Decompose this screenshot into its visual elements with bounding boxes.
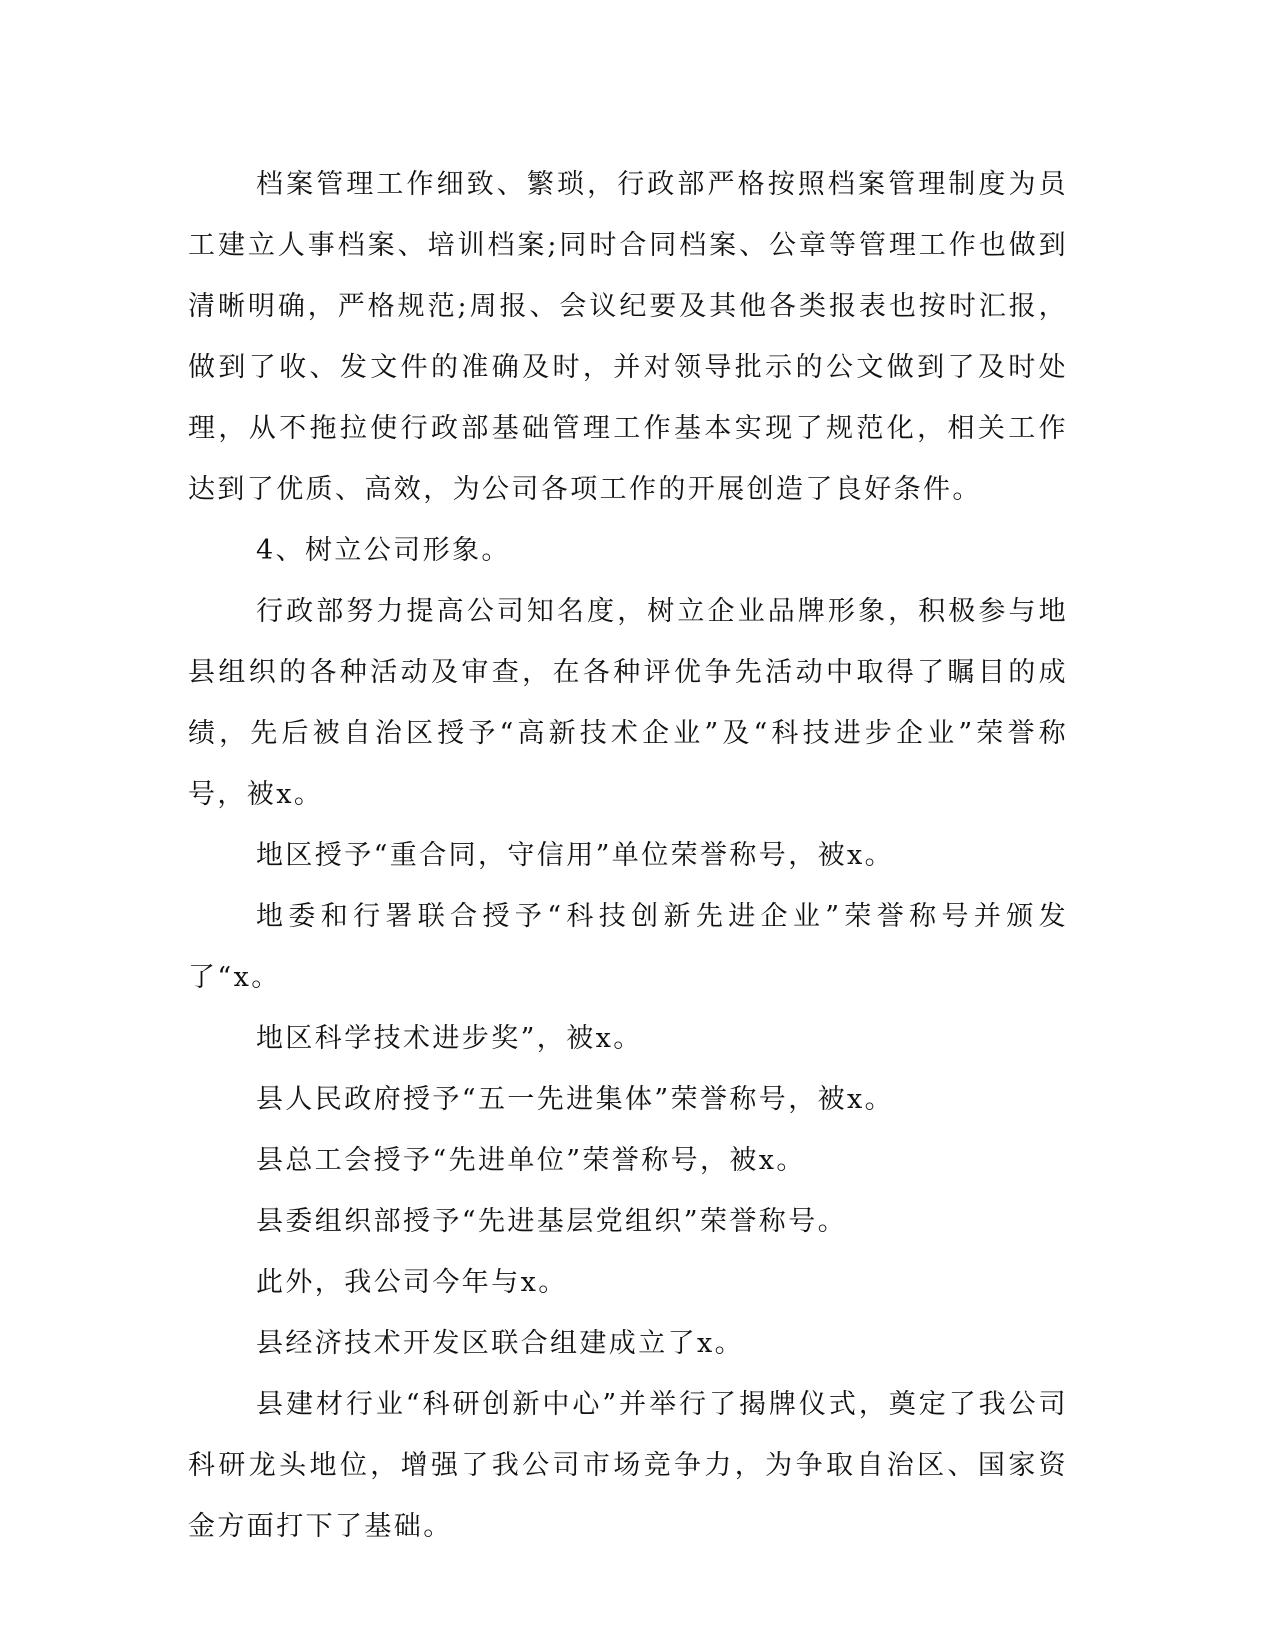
paragraph-additionally: 此外，我公司今年与x。 <box>256 1267 568 1298</box>
paragraph-award-party-org: 县委组织部授予“先进基层党组织”荣誉称号。 <box>256 1206 848 1237</box>
paragraph-archive-management: 档案管理工作细致、繁琐，行政部严格按照档案管理制度为员工建立人事档案、培训档案;同时合同档案、公章等管理工作也做到清晰明确，严格规范;周报、会议纪要及其他各类报表也按时汇报，做到了收、发文件的准确及时，并对领导批示的公文做到了及时处理，从不拖拉使行政部基础管理工作基本实现了规范化，相关工作达到了优质、高效，为公司各项工作的开展创造了良好条件。 <box>188 169 1068 505</box>
paragraph-award-trade-union: 县总工会授予“先进单位”荣誉称号，被x。 <box>256 1145 806 1176</box>
paragraph-award-science: 地区科学技术进步奖”，被x。 <box>256 1023 643 1054</box>
paragraph-award-contract: 地区授予“重合同，守信用”单位荣誉称号，被x。 <box>256 840 895 871</box>
paragraph-dev-zone: 县经济技术开发区联合组建成立了x。 <box>256 1328 745 1359</box>
document-body <box>188 154 1068 1557</box>
paragraph-award-innovation: 地委和行署联合授予“科技创新先进企业”荣誉称号并颁发了“x。 <box>188 901 1068 993</box>
paragraph-research-center: 县建材行业“科研创新中心”并举行了揭牌仪式，奠定了我公司科研龙头地位，增强了我公司市场竞争力，为争取自治区、国家资金方面打下了基础。 <box>188 1389 1068 1542</box>
paragraph-award-may-day: 县人民政府授予“五一先进集体”荣誉称号，被x。 <box>256 1084 895 1115</box>
paragraph-brand-image: 行政部努力提高公司知名度，树立企业品牌形象，积极参与地县组织的各种活动及审查，在各种评优争先活动中取得了瞩目的成绩，先后被自治区授予“高新技术企业”及“科技进步企业”荣誉称号，被x。 <box>188 596 1068 810</box>
section-heading-company-image: 4、树立公司形象。 <box>256 535 511 566</box>
